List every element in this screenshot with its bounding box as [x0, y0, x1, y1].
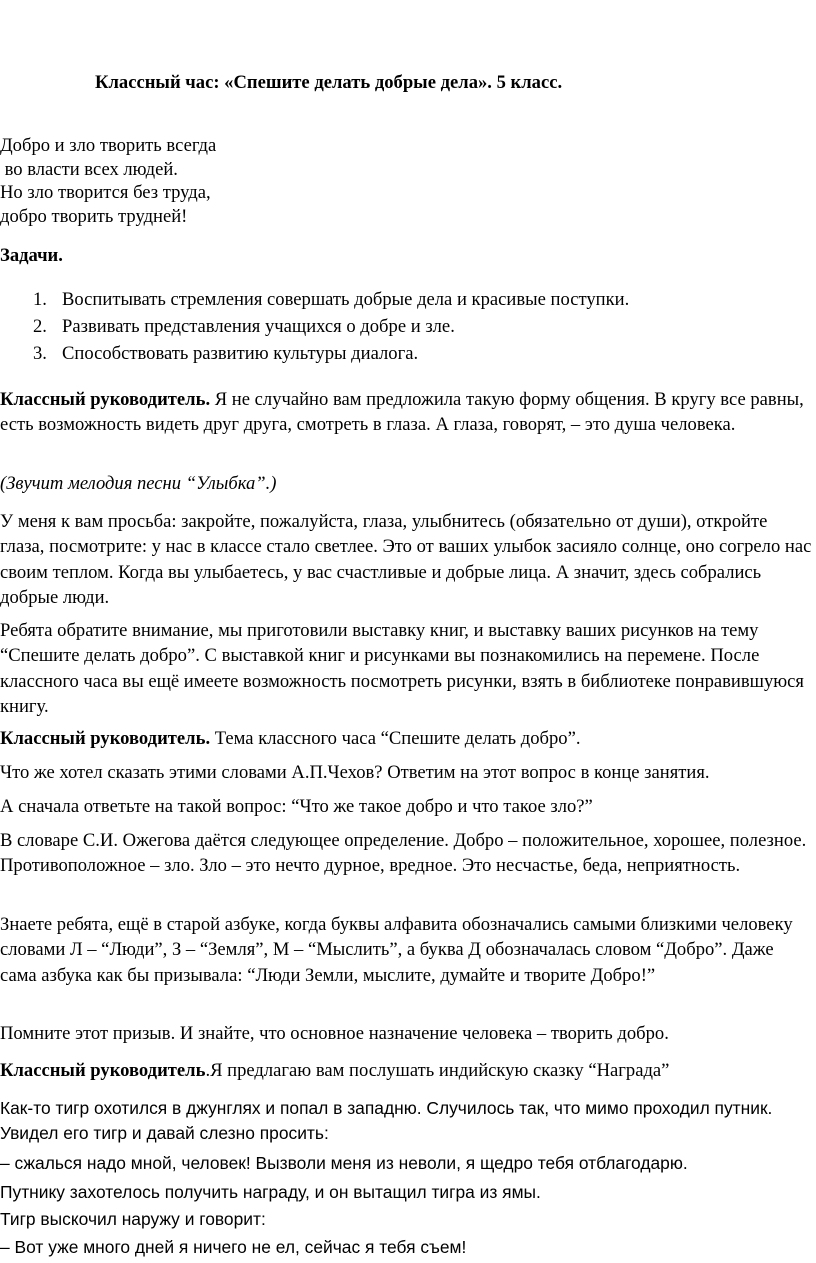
speaker-label: Классный руководитель	[0, 1060, 206, 1081]
paragraph	[0, 726, 812, 751]
paragraph: – Вот уже много дней я ничего не ел, сейчас я тебя съем!	[0, 1237, 467, 1257]
paragraph: Что же хотел сказать этими словами А.П.Чехов? Ответим на этот вопрос в конце занятия.	[0, 762, 710, 783]
paragraph: Как-то тигр охотился в джунглях и попал в западню. Случилось так, что мимо проходил путник. Увидел его тигр и давай слезно просить:	[0, 1098, 773, 1144]
paragraph: У меня к вам просьба: закройте, пожалуйста, глаза, улыбнитесь (обязательно от души), откройте глаза, посмотрите: у нас в классе стало светлее. Это от ваших улыбок засияло солнце, оно согрело нас своим теплом. Когда вы улыбаетесь, у вас счастливые и добрые лица. А значит, здесь собрались добрые люди.	[0, 511, 812, 608]
epigraph-poem	[0, 133, 216, 227]
paragraph-text: Я не случайно вам предложила такую форму общения. В кругу все равны, есть возможность видеть друг друга, смотреть в глаза. А глаза, говорят, – это душа человека.	[0, 389, 804, 436]
paragraph: – сжалься надо мной, человек! Вызволи меня из неволи, я щедро тебя отблагодарю.	[0, 1153, 688, 1173]
paragraph: Помните этот призыв. И знайте, что основное назначение человека – творить добро.	[0, 1023, 669, 1044]
poem-line: Но зло творится без труда,	[0, 182, 211, 203]
paragraph: Тигр выскочил наружу и говорит:	[0, 1209, 266, 1229]
list-item	[0, 287, 629, 314]
poem-line: Добро и зло творить всегда	[0, 135, 217, 156]
paragraph: Путнику захотелось получить награду, и он вытащил тигра из ямы.	[0, 1182, 541, 1202]
paragraph-text: Тема классного часа “Спешите делать добро”.	[210, 728, 581, 749]
paragraph: А сначала ответьте на такой вопрос: “Что же такое добро и что такое зло?”	[0, 796, 593, 817]
paragraph	[0, 1058, 812, 1083]
stage-direction: (Звучит мелодия песни “Улыбка”.)	[0, 473, 277, 494]
paragraph: В словаре С.И. Ожегова даётся следующее определение. Добро – положительное, хорошее, полезное. Противоположное – зло. Зло – это нечто дурное, вредное. Это несчастье, беда, неприятность.	[0, 830, 807, 877]
paragraph: Знаете ребята, ещё в старой азбуке, когда буквы алфавита обозначались самыми близкими человеку словами Л – “Люди”, З – “Земля”, М – “Мыслить”, а буква Д обозначалась словом “Добро”. Даже сама азбука как бы призывала: “Люди Земли, мыслите, думайте и творите Добро!”	[0, 914, 793, 986]
list-item	[0, 341, 629, 368]
poem-line: во власти всех людей.	[0, 158, 178, 180]
list-item-text: Воспитывать стремления совершать добрые дела и красивые поступки.	[62, 289, 630, 310]
speaker-label: Классный руководитель.	[0, 389, 211, 410]
poem-line: добро творить трудней!	[0, 205, 188, 227]
list-number: 1.	[33, 289, 47, 310]
list-item-text: Развивать представления учащихся о добре и зле.	[62, 316, 455, 337]
list-item-text: Способствовать развитию культуры диалога.	[62, 343, 419, 364]
list-number: 2.	[33, 316, 47, 337]
list-number: 3.	[33, 343, 47, 364]
paragraph: Ребята обратите внимание, мы приготовили выставку книг, и выставку ваших рисунков на тему “Спешите делать добро”. С выставкой книг и рисунками вы познакомились на перемене. После классного часа вы ещё имеете возможность посмотреть рисунки, взять в библиотеке понравившуюся книгу.	[0, 620, 804, 717]
paragraph-text: .Я предлагаю вам послушать индийскую сказку “Награда”	[205, 1060, 670, 1081]
paragraph	[0, 387, 812, 438]
tasks-list	[0, 287, 629, 368]
document-title: Классный час: «Спешите делать добрые дела». 5 класс.	[95, 72, 563, 93]
list-item	[0, 314, 629, 341]
tasks-heading: Задачи.	[0, 245, 63, 266]
speaker-label: Классный руководитель.	[0, 728, 211, 749]
